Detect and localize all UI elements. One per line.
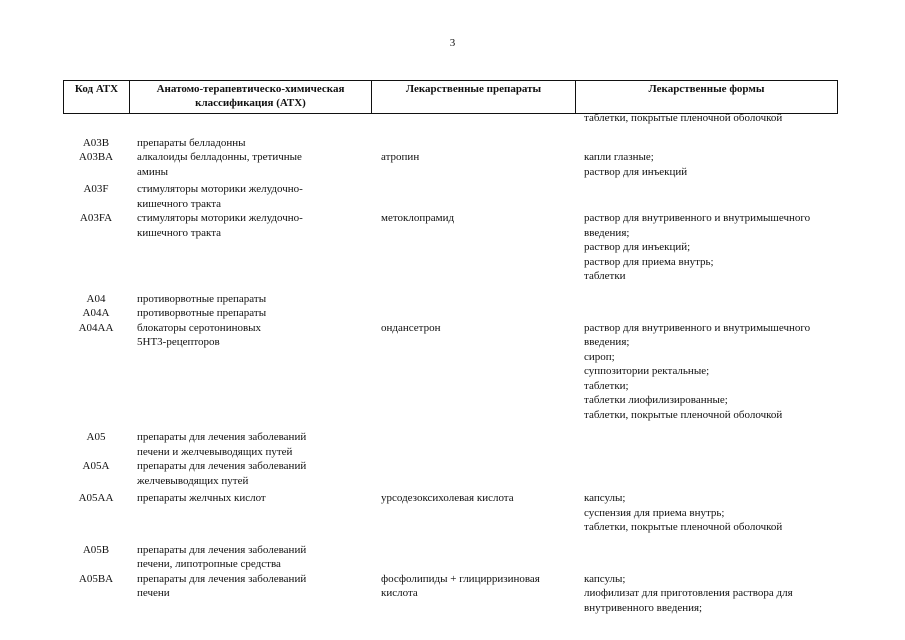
drug-name-line: урсодезоксихолевая кислота [381,492,514,504]
dosage-forms [575,459,837,488]
dosage-forms-line: раствор для внутривенного и внутримышечного [584,212,811,224]
dosage-forms [575,211,837,284]
atc-classification [129,211,371,284]
dosage-forms-line: внутривенного введения; [584,601,703,614]
header-code: Код АТХ [64,81,130,114]
table-row [63,150,837,179]
atc-classification [129,111,371,126]
table-row [63,306,837,321]
dosage-forms-line: введения; [584,226,630,239]
atc-code: A03FA [79,212,113,224]
drug-name [371,150,575,179]
atc-code: A05BA [78,572,114,585]
dosage-forms-line: капсулы; [584,492,626,504]
atc-code: A05 [86,431,106,443]
dosage-forms-line: капли глазные; [584,151,654,163]
table-row [63,430,837,459]
atc-classification-line: противорвотные препараты [137,307,267,319]
dosage-forms [575,306,837,321]
atc-classification-line: 5HT3-рецепторов [137,336,220,348]
dosage-forms-line: таблетки лиофилизированные; [584,394,728,406]
table-header [63,80,838,114]
atc-classification [129,150,371,179]
dosage-forms [575,182,837,211]
table-row [63,321,837,423]
drug-name-line: ондансетрон [381,321,441,334]
drug-name [371,321,575,423]
dosage-forms-line: суппозитории ректальные; [584,365,710,377]
dosage-forms-line: таблетки [584,270,626,282]
atc-classification [129,292,371,307]
atc-classification-line: печени [137,587,170,599]
drug-name [371,111,575,126]
atc-classification-line: кишечного тракта [137,226,222,239]
atc-code: A03BA [78,151,114,163]
atc-classification [129,430,371,459]
dosage-forms-line: таблетки; [584,379,629,392]
dosage-forms [575,430,837,459]
atc-classification [129,491,371,535]
dosage-forms [575,111,837,126]
atc-classification-line: кишечного тракта [137,197,222,210]
atc-classification-line: амины [137,165,169,178]
header-drugs: Лекарственные препараты [372,81,576,114]
atc-classification-line: препараты для лечения заболеваний [137,460,307,472]
atc-classification-line: блокаторы серотониновых [137,321,262,334]
table-body [63,111,837,615]
drug-name-line: фосфолипиды + глицирризиновая [381,572,540,585]
dosage-forms-line: капсулы; [584,572,626,585]
table-row [63,182,837,211]
dosage-forms-line: суспензия для приема внутрь; [584,506,725,519]
table-row [63,459,837,488]
dosage-forms-line: таблетки, покрытые пленочной оболочкой [584,521,783,533]
dosage-forms-line: сироп; [584,350,615,363]
atc-classification-line: алкалоиды белладонны, третичные [137,151,302,163]
atc-code: A03B [82,136,110,149]
atc-classification [129,182,371,211]
dosage-forms-line: раствор для инъекций; [584,241,691,253]
table-row [63,292,837,307]
atc-classification [129,306,371,321]
atc-code: A04A [82,307,110,319]
dosage-forms [575,572,837,616]
atc-classification [129,136,371,151]
dosage-forms [575,292,837,307]
atc-classification-line: препараты для лечения заболеваний [137,543,307,556]
atc-classification-line: печени, липотропные средства [137,558,281,570]
atc-classification-line: препараты для лечения заболеваний [137,431,307,443]
dosage-forms-line: раствор для приема внутрь; [584,255,714,268]
table-row [63,111,837,126]
atc-code: A04 [86,292,106,305]
table-row [63,572,837,616]
atc-classification-line: стимуляторы моторики желудочно- [137,183,303,195]
atc-code: A05B [82,543,110,556]
drug-name [371,306,575,321]
atc-classification [129,543,371,572]
table-row [63,136,837,151]
drug-name-line: кислота [381,587,418,599]
drug-name [371,430,575,459]
atc-classification [129,572,371,616]
drug-name [371,182,575,211]
atc-classification-line: противорвотные препараты [137,292,267,305]
table-row [63,211,837,284]
drug-name [371,491,575,535]
dosage-forms-line: раствор для внутривенного и внутримышечного [584,321,811,334]
dosage-forms [575,543,837,572]
atc-code: A05A [82,460,110,472]
atc-classification-line: стимуляторы моторики желудочно- [137,212,303,224]
page-number: 3 [449,37,456,49]
drug-name [371,136,575,151]
atc-code: A05AA [78,492,114,504]
dosage-forms [575,136,837,151]
atc-code [63,111,129,126]
atc-classification-line: препараты белладонны [137,136,246,149]
dosage-forms-line: лиофилизат для приготовления раствора для [584,587,793,599]
drug-name [371,543,575,572]
atc-classification [129,321,371,423]
dosage-forms [575,150,837,179]
dosage-forms-line: таблетки, покрытые пленочной оболочкой [584,408,783,421]
header-forms: Лекарственные формы [576,81,838,114]
drug-name [371,292,575,307]
dosage-forms-line: введения; [584,336,630,348]
table-row [63,543,837,572]
table-row [63,491,837,535]
dosage-forms [575,491,837,535]
atc-classification-line: препараты желчных кислот [137,492,266,504]
drug-name-line: атропин [381,151,420,163]
atc-code: A04AA [78,321,114,334]
dosage-forms-line: раствор для инъекций [584,165,688,178]
atc-classification [129,459,371,488]
atc-code: A03F [83,183,109,195]
drug-name [371,211,575,284]
dosage-forms-line: таблетки, покрытые пленочной оболочкой [584,112,783,124]
dosage-forms [575,321,837,423]
drug-name-line: метоклопрамид [381,212,455,224]
header-classification: Анатомо-терапевтическо-химическая классификация (АТХ) [130,81,372,114]
atc-classification-line: желчевыводящих путей [137,474,249,487]
atc-classification-line: печени и желчевыводящих путей [137,445,293,458]
drug-name [371,459,575,488]
atc-classification-line: препараты для лечения заболеваний [137,572,307,585]
drug-name [371,572,575,616]
